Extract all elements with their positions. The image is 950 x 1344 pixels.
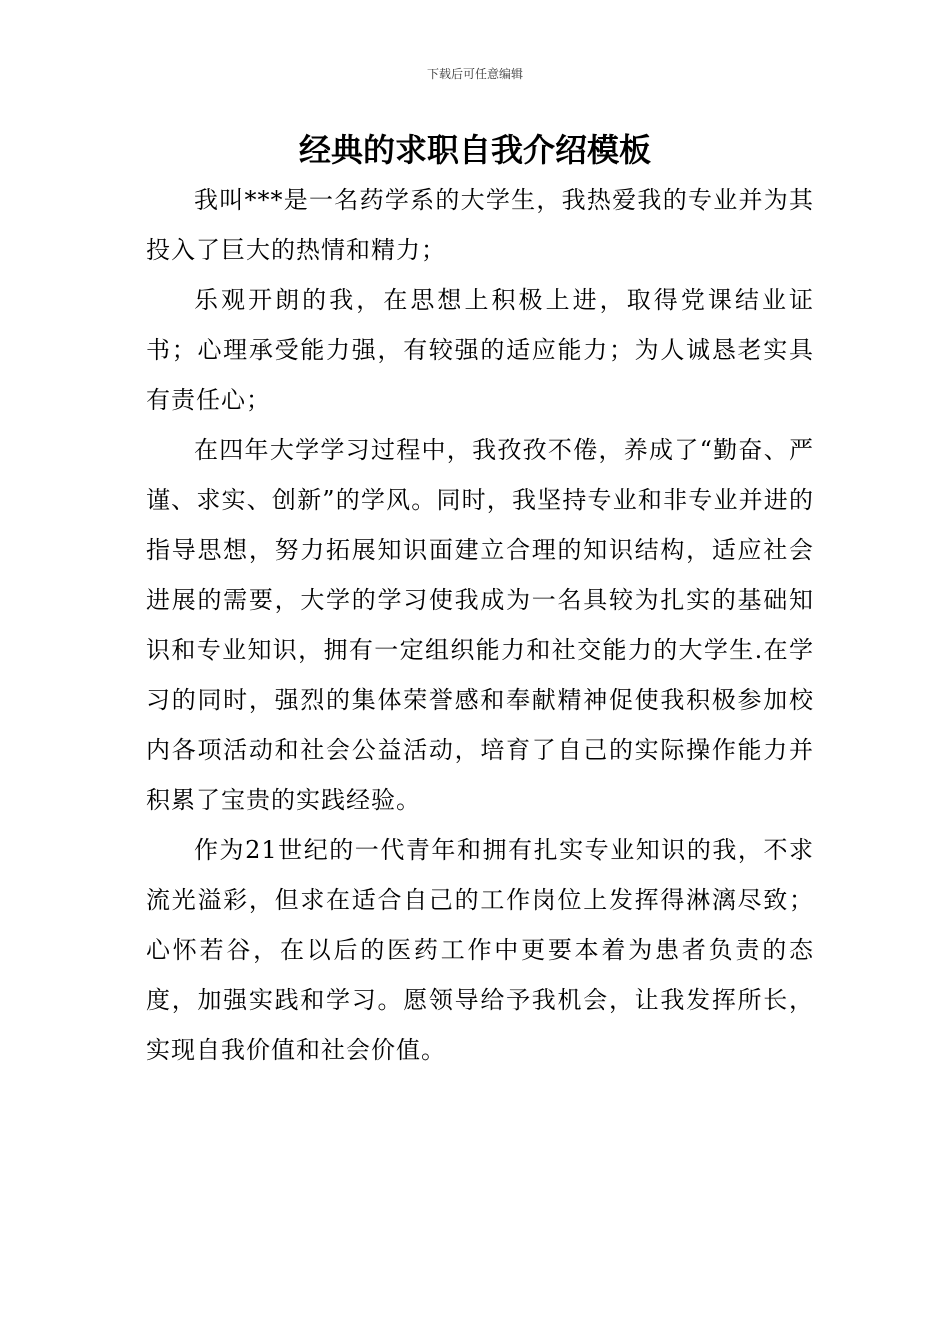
document-title: 经典的求职自我介绍模板 xyxy=(298,131,651,169)
paragraph-personality: 乐观开朗的我，在思想上积极上进，取得党课结业证书；心理承受能力强，有较强的适应能力；为人诚恳老实具有责任心； xyxy=(146,286,814,414)
document-body xyxy=(146,175,814,1075)
header-note: 下载后可任意编辑 xyxy=(426,67,523,81)
paragraph-study: 在四年大学学习过程中，我孜孜不倦，养成了“勤奋、严谨、求实、创新”的学风。同时，我坚持专业和非专业并进的指导思想，努力拓展知识面建立合理的知识结构，适应社会进展的需要，大学的学习使我成为一名具较为扎实的基础知识和专业知识，拥有一定组织能力和社交能力的大学生.在学习的同时，强烈的集体荣誉感和奉献精神促使我积极参加校内各项活动和社会公益活动，培育了自己的实际操作能力并积累了宝贵的实践经验。 xyxy=(146,436,814,814)
paragraph-intro: 我叫***是一名药学系的大学生，我热爱我的专业并为其投入了巨大的热情和精力； xyxy=(146,186,814,264)
paragraph-aspiration: 作为21世纪的一代青年和拥有扎实专业知识的我，不求流光溢彩，但求在适合自己的工作岗位上发挥得淋漓尽致；心怀若谷，在以后的医药工作中更要本着为患者负责的态度，加强实践和学习。愿领导给予我机会，让我发挥所长，实现自我价值和社会价值。 xyxy=(146,836,814,1064)
